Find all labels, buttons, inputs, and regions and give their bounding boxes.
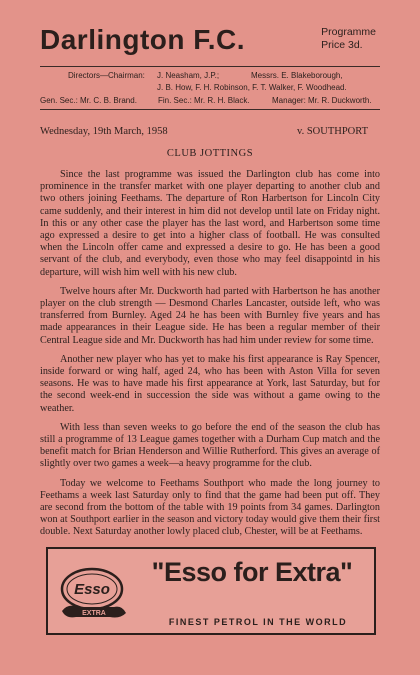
officials-divider bbox=[40, 109, 380, 110]
club-title: Darlington F.C. bbox=[40, 24, 246, 55]
chairman-name: J. Neasham, J.P.; bbox=[157, 71, 220, 80]
match-opponent: v. SOUTHPORT bbox=[297, 126, 369, 137]
article-paragraph: Another new player who has yet to make his first appearance is Ray Spencer, inside forward or wing half, aged 24, who has been with Aston Villa for seven seasons. He was to have made his first appearance at York, last Saturday, but for the second week-end in succession the side was without a game owing to the weather. bbox=[40, 353, 380, 414]
esso-logo-sub: EXTRA bbox=[82, 610, 106, 617]
top-divider bbox=[40, 66, 380, 67]
directors-label: Directors—Chairman: bbox=[68, 71, 145, 80]
match-date: Wednesday, 19th March, 1958 bbox=[40, 126, 168, 137]
article-title: CLUB JOTTINGS bbox=[166, 148, 254, 159]
directors-line-2: J. B. How, F. H. Robinson, F. T. Walker, F. Woodhead. bbox=[157, 83, 347, 92]
programme-label: Programme bbox=[321, 26, 376, 38]
article-body bbox=[40, 169, 380, 546]
advert-slogan: "Esso for Extra" bbox=[151, 557, 353, 587]
price-label: Price 3d. bbox=[321, 39, 363, 51]
programme-price-block bbox=[321, 26, 376, 52]
esso-logo-text: Esso bbox=[74, 581, 110, 598]
general-secretary: Gen. Sec.: Mr. C. B. Brand. bbox=[40, 96, 137, 105]
article-paragraph: Today we welcome to Feethams Southport who made the long journey to Feethams a week last Saturday only to find that the game had been put off. They are second from the bottom of the table with 19 points from 34 games. Darlington won at Southport earlier in the season and victory today would give them their first double. Next Saturday another lowly placed club, Chester, will be at Feethams. bbox=[40, 477, 380, 538]
esso-logo-icon bbox=[54, 559, 130, 625]
financial-secretary: Fin. Sec.: Mr. R. H. Black. bbox=[158, 96, 250, 105]
manager-name: Manager: Mr. R. Duckworth. bbox=[272, 96, 372, 105]
article-paragraph: With less than seven weeks to go before the end of the season the club has still a programme of 13 League games together with a Durham Cup match and the benefit match for Brian Henderson and Willie Rutherford. This gives an average of slightly over two games a week—a heavy programme for the club. bbox=[40, 421, 380, 470]
directors-messrs: Messrs. E. Blakeborough, bbox=[251, 71, 343, 80]
article-paragraph: Since the last programme was issued the Darlington club has come into prominence in the transfer market with one player departing to another club and two others joining Feethams. The departure of Ron Harbertson for Lincoln City came suddenly, and their interest in him did not develop until late on Friday night. In this or any other case the player has the last word, and Harbertson some time ago expressed a desire to get into a higher class of football. He was consulted when the Lincoln offer came and expressed a desire to go. He has been a good servant of the club, and everybody, even those who may feel disappointd in his departure, will wish him well with his new club. bbox=[40, 169, 380, 278]
article-paragraph: Twelve hours after Mr. Duckworth had parted with Harbertson he has another player on the club strength — Desmond Charles Lancaster, outside left, who was transferred from Burnley. Aged 24 he has been with Burnley five years and has made appearances in their League side. He has been a regular member of their Central League side and Mr. Duckworth has had him under review for some time. bbox=[40, 285, 380, 346]
advert-tagline: FINEST PETROL IN THE WORLD bbox=[168, 617, 348, 627]
esso-advert bbox=[46, 547, 376, 635]
